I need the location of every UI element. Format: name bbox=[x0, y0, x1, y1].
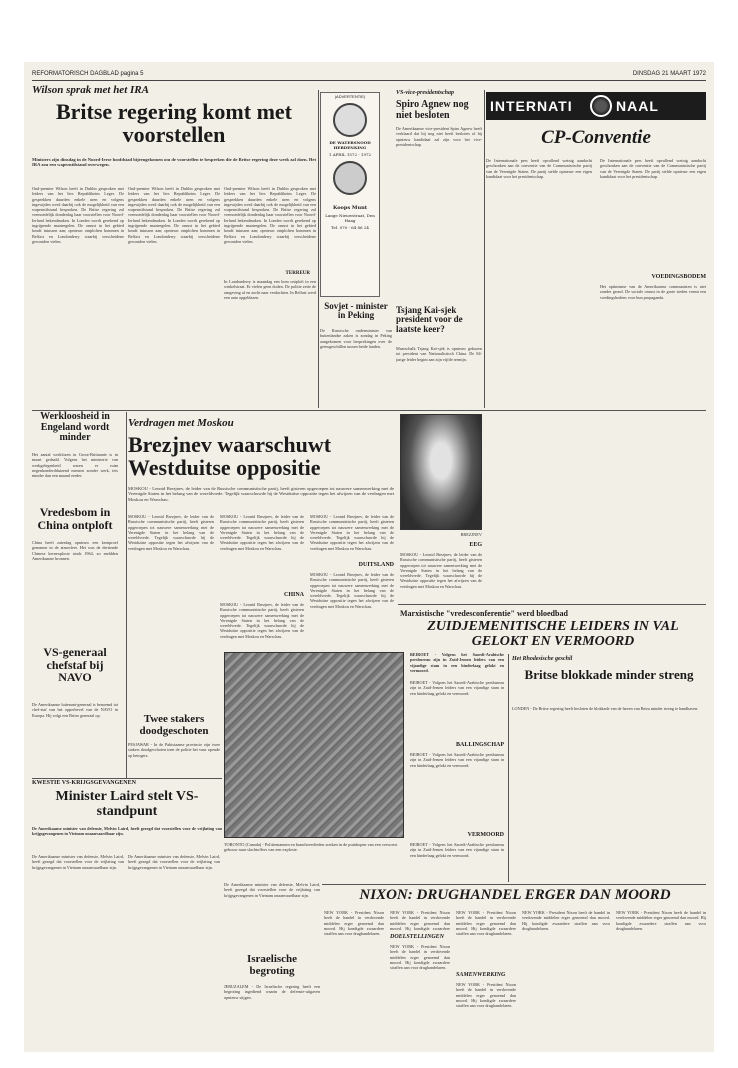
ira-sub-terreur: TERREUR bbox=[285, 271, 310, 276]
brezjnev-kicker: Verdragen met Moskou bbox=[128, 417, 234, 429]
stakers-headline: Twee stakers doodgeschoten bbox=[139, 713, 209, 737]
vredesbom-headline: Vredesbom in China ontploft bbox=[37, 505, 113, 532]
agnew-body: De Amerikaanse vice-president Spiro Agnew heeft verklaard dat hij nog niet heeft besloten of hij opnieuw kandidaat zal zijn voor het vice-presidentschap. bbox=[396, 126, 482, 147]
laird-lead: De Amerikaanse minister van defensie, Melvin Laird, heeft gezegd dat voorstellen voor de vrijlating van krijgsgevangenen in Vietnam onaanvaardbaar zijn. bbox=[32, 826, 222, 837]
brezjnev-body-col2: MOSKOU - Leonid Brezjnev, de leider van de Russische communistische partij, heeft gisteren opgeroepen tot nauwere samenwerking met de Verenigde Staten in het belang van de wereldvrede. Tegelijk waarschuwde hij de Westduitse oppositie tegen het afwijzen van de verdragen met Moskou en Warschau. bbox=[220, 514, 304, 551]
werkloosheid-body: Het aantal werklozen in Groot-Brittannie is in maart gedaald. Volgens het ministerie van werkgelegenheid waren er ruim negenhonderdduizend mensen zonder werk, iets minder dan een maand eerder. bbox=[32, 452, 118, 479]
laird-headline: Minister Laird stelt VS-standpunt bbox=[55, 789, 199, 819]
tsjang-body: Maarschalk Tsjang Kai-sjek is opnieuw gekozen tot president van Nationalistisch China. De 84-jarige leider begint aan zijn vijfde termijn. bbox=[396, 346, 482, 362]
nixon-sub-samenwerking: SAMENWERKING bbox=[456, 972, 506, 978]
advert-tag: (ADVERTENTIE) bbox=[334, 94, 366, 99]
brezjnev-body-col2b: MOSKOU - Leonid Brezjnev, de leider van de Russische communistische partij, heeft gisteren opgeroepen tot nauwere samenwerking met de Verenigde Staten in het belang van de wereldvrede. Tegelijk waarschuwde hij de Westduitse oppositie tegen het afwijzen van de verdragen met Moskou en Warschau. bbox=[220, 602, 304, 639]
laird-body-col2: De Amerikaanse minister van defensie, Melvin Laird, heeft gezegd dat voorstellen voor de vrijlating van krijgsgevangenen in Vietnam onaanvaardbaar zijn. bbox=[128, 854, 220, 870]
laird-kicker: KWESTIE VS-KRIJGSGEVANGENEN bbox=[32, 780, 136, 786]
brezjnev-sub-eeg: EEG bbox=[469, 542, 482, 548]
divider bbox=[484, 90, 485, 408]
divider bbox=[32, 778, 222, 779]
divider bbox=[508, 654, 509, 882]
sovjet-headline: Sovjet - minister in Peking bbox=[324, 301, 388, 321]
navo-headline: VS-generaal chefstaf bij NAVO bbox=[43, 645, 107, 685]
coin-image bbox=[333, 161, 367, 195]
brezjnev-lead: MOSKOU - Leonid Brezjnev, de leider van de Russische communistische partij, heeft gisteren opgeroepen tot nauwere samenwerking met de Verenigde Staten in het belang van de wereldvrede. Tegelijk waarschuwde hij de Westduitse oppositie tegen het afwijzen van de verdragen met Moskou en Warschau. bbox=[128, 486, 394, 502]
advert-company: Koops Munt bbox=[332, 205, 368, 211]
folio-date: DINSDAG 21 MAART 1972 bbox=[632, 71, 706, 77]
nixon-body-col4: NEW YORK - President Nixon heeft de handel in verdovende middelen erger genoemd dan moord. Hij kondigde zwaardere straffen aan voor drughandelaren. bbox=[522, 910, 610, 931]
cp-headline: CP-Conventie bbox=[541, 127, 651, 148]
ira-body-col3: Oud-premier Wilson heeft in Dublin gesproken met leiders van het Iers Republikeins Leger. De gesprekken duurden enkele uren en volgens ingewijden werd daarbij ook de mogelijkheid van een wapenstilstand besproken. De Britse regering zal vermoedelijk donderdag haar voorstellen voor Noord-Ierland bekendmaken. In Londen wordt gerekend op ingrijpende maatregelen. De onrust in het gebied houdt intussen aan; opnieuw ontploften bommen in Belfast en Londonderry waarbij verscheidene gewonden vielen. bbox=[224, 186, 316, 244]
coin-image bbox=[333, 103, 367, 137]
blokkade-headline: Britse blokkade minder streng bbox=[524, 667, 694, 682]
tsjang-headline: Tsjang Kai-sjek president voor de laatste keer? bbox=[396, 305, 463, 334]
marxistische-body-1: BEIROET - Volgens het Saoedi-Arabische persbureau zijn in Zuid-Jemen leiders van een vijandige stam in een hinderlaag gelokt en vermoord. bbox=[410, 680, 504, 696]
nixon-body-col1: NEW YORK - President Nixon heeft de handel in verdovende middelen erger genoemd dan moord. Hij kondigde zwaardere straffen aan voor drughandelaren. bbox=[324, 910, 384, 937]
divider bbox=[318, 90, 319, 408]
toronto-photo bbox=[224, 652, 404, 838]
marxistische-lead: BEIROET - Volgens het Saoedi-Arabische persbureau zijn in Zuid-Jemen leiders van een vijandige stam in een hinderlaag gelokt en vermoord. bbox=[410, 652, 504, 673]
blokkade-body: LONDEN - De Britse regering heeft besloten de blokkade van de haven van Beira minder streng te handhaven. bbox=[512, 706, 699, 711]
ira-terreur-body: In Londonderry is maandag een bom ontploft in een winkelstraat. Er vielen geen doden. De politie zette de omgeving af en zocht naar verdachten. In Belfast werd een auto opgeblazen. bbox=[224, 279, 316, 300]
nixon-body-col2: NEW YORK - President Nixon heeft de handel in verdovende middelen erger genoemd dan moord. Hij kondigde zwaardere bbox=[390, 910, 450, 931]
divider bbox=[126, 412, 127, 778]
cp-sub-body: Het optimisme van de Amerikaanse communisten is niet zonder grond. De sociale onrust in de grote steden vormt een voedingsbodem voor hun propaganda. bbox=[600, 284, 706, 300]
israel-body: JERUZALEM - De Israelische regering heeft een begroting ingediend waarin de defensie-uitgaven opnieuw stijgen. bbox=[224, 984, 320, 1000]
agnew-headline: Spiro Agnew nog niet besloten bbox=[396, 99, 469, 121]
brezjnev-headline: Brezjnev waarschuwt Westduitse oppositie bbox=[128, 432, 332, 481]
marxistische-body-2: BEIROET - Volgens het Saoedi-Arabische persbureau zijn in Zuid-Jemen leiders van een vijandige stam in een hinderlaag gelokt en vermoord. bbox=[410, 752, 504, 768]
blokkade-kicker: Het Rhodesische geschil bbox=[512, 656, 573, 662]
advert-years: 1 APRIL 1572 - 1972 bbox=[328, 152, 372, 157]
globe-icon bbox=[590, 95, 612, 117]
nixon-body-col3b: NEW YORK - President Nixon heeft de handel in verdovende middelen erger genoemd dan moord. Hij kondigde zwaardere straffen aan voor drughandelaren. bbox=[456, 982, 516, 1009]
werkloosheid-headline: Werkloosheid in Engeland wordt minder bbox=[40, 411, 110, 443]
ira-headline: Britse regering komt met voorstellen bbox=[55, 99, 293, 148]
cp-body-col2: De Internationale pers heeft opvallend weinig aandacht geschonken aan de conventie van de Communistische partij van de Verenigde Staten. De partij stelde opnieuw een eigen kandidaat voor het presidentschap. bbox=[600, 158, 706, 179]
nixon-sub-doelstellingen: DOELSTELLINGEN bbox=[390, 934, 445, 940]
brezjnev-body-col1: MOSKOU - Leonid Brezjnev, de leider van de Russische communistische partij, heeft gisteren opgeroepen tot nauwere samenwerking met de Verenigde Staten in het belang van de wereldvrede. Tegelijk waarschuwde hij de Westduitse oppositie tegen het afwijzen van de verdragen met Moskou en Warschau. bbox=[128, 514, 214, 551]
nixon-body-col2b: NEW YORK - President Nixon heeft de handel in verdovende middelen erger genoemd dan moord. Hij kondigde zwaardere straffen aan voor drughandelaren. bbox=[390, 944, 450, 971]
advertisement bbox=[320, 92, 380, 297]
toronto-photo-caption: TORONTO (Canada) - Politiemannen en brandweerlieden zoeken in de puinhopen van een verwoest gebouw naar slachtoffers van een explosie. bbox=[224, 842, 398, 853]
ira-kicker: Wilson sprak met het IRA bbox=[32, 84, 149, 96]
ira-body-col2: Oud-premier Wilson heeft in Dublin gesproken met leiders van het Iers Republikeins Leger. De gesprekken duurden enkele uren en volgens ingewijden werd daarbij ook de mogelijkheid van een wapenstilstand besproken. De Britse regering zal vermoedelijk donderdag haar voorstellen voor Noord-Ierland bekendmaken. In Londen wordt gerekend op ingrijpende maatregelen. De onrust in het gebied houdt intussen aan; opnieuw ontploften bommen in Belfast en Londonderry waarbij verscheidene gewonden vielen. bbox=[128, 186, 220, 244]
laird-body-col3: De Amerikaanse minister van defensie, Melvin Laird, heeft gezegd dat voorstellen voor de vrijlating van krijgsgevangenen in Vietnam onaanvaardbaar zijn. bbox=[224, 882, 320, 898]
sovjet-body: De Russische onderminister van buitenlandse zaken is zondag in Peking aangekomen voor besprekingen over de grensgeschillen tussen beide landen. bbox=[320, 328, 392, 349]
advert-coin-text: DE WATERSNOOD HERDENKING bbox=[329, 140, 371, 150]
divider bbox=[32, 410, 706, 411]
israel-headline: Israelische begroting bbox=[246, 953, 298, 977]
marxistische-body-3: BEIROET - Volgens het Saoedi-Arabische persbureau zijn in Zuid-Jemen leiders van een vijandige stam in een hinderlaag gelokt en vermoord. bbox=[410, 842, 504, 858]
brezjnev-body-col3: MOSKOU - Leonid Brezjnev, de leider van de Russische communistische partij, heeft gisteren opgeroepen tot nauwere samenwerking met de Verenigde Staten in het belang van de wereldvrede. Tegelijk waarschuwde hij de Westduitse oppositie tegen het afwijzen van de verdragen met Moskou en Warschau. bbox=[310, 514, 394, 551]
advert-phone: Tel. 070 - 64 86 24 bbox=[331, 225, 369, 230]
brezjnev-photo-caption: BREZJNEV bbox=[460, 532, 482, 537]
advert-address: Lange Nieuwstraat, Den Haag bbox=[325, 213, 375, 223]
stakers-body: PESJAWAR - In de Pakistaanse provincie zijn twee stakers doodgeschoten toen de politie het vuur opende op betogers. bbox=[128, 742, 220, 758]
cp-body-col1: De Internationale pers heeft opvallend weinig aandacht geschonken aan de conventie van de Communistische partij van de Verenigde Staten. De partij stelde opnieuw een eigen kandidaat voor het presidentschap. bbox=[486, 158, 592, 179]
newspaper-page bbox=[24, 62, 714, 1052]
brezjnev-body-col3b: MOSKOU - Leonid Brezjnev, de leider van de Russische communistische partij, heeft gisteren opgeroepen tot nauwere samenwerking met de Verenigde Staten in het belang van de wereldvrede. Tegelijk waarschuwde hij de Westduitse oppositie tegen het afwijzen van de verdragen met Moskou en Warschau. bbox=[310, 572, 394, 609]
navo-body: De Amerikaanse luitenant-generaal is benoemd tot chef-staf van het opperbevel van de NAVO in Europa. Hij volgt een Britse generaal op. bbox=[32, 702, 118, 718]
brezjnev-portrait bbox=[400, 414, 482, 530]
ira-lead: Ministers zijn dinsdag in de Noord-Ierse hoofdstad bijeengekomen om de voorstellen te bespreken die de Britse regering deze week zal doen. Het IRA zou een wapenstilstand overwegen. bbox=[32, 157, 316, 168]
marxistische-kicker: Marxistische "vredesconferentie" werd bloedbad bbox=[400, 609, 568, 618]
folio-left: REFORMATORISCH DAGBLAD pagina 5 bbox=[32, 71, 144, 77]
nixon-body-col5: NEW YORK - President Nixon heeft de handel in verdovende middelen erger genoemd dan moord. Hij kondigde zwaardere straffen aan voor drughandelaren. bbox=[616, 910, 706, 931]
internationaal-banner bbox=[486, 92, 706, 120]
brezjnev-body-col4: MOSKOU - Leonid Brezjnev, de leider van de Russische communistische partij, heeft gisteren opgeroepen tot nauwere samenwerking met de Verenigde Staten in het belang van de wereldvrede. Tegelijk waarschuwde hij de Westduitse oppositie tegen het afwijzen van de verdragen met Moskou en Warschau. bbox=[400, 552, 482, 589]
brezjnev-sub-duitsland: DUITSLAND bbox=[358, 562, 394, 568]
nixon-body-col3: NEW YORK - President Nixon heeft de handel in verdovende middelen erger genoemd dan moord. Hij kondigde zwaardere straffen aan voor drughandelaren. bbox=[456, 910, 516, 937]
banner-text-left: INTERNATI bbox=[490, 98, 573, 114]
marxistische-headline: ZUIDJEMENITISCHE LEIDERS IN VAL GELOKT EN VERMOORD bbox=[427, 619, 679, 649]
marxistische-sub-vermoord: VERMOORD bbox=[467, 832, 504, 838]
ira-body-col1: Oud-premier Wilson heeft in Dublin gesproken met leiders van het Iers Republikeins Leger. De gesprekken duurden enkele uren en volgens ingewijden werd daarbij ook de mogelijkheid van een wapenstilstand besproken. De Britse regering zal vermoedelijk donderdag haar voorstellen voor Noord-Ierland bekendmaken. In Londen wordt gerekend op ingrijpende maatregelen. De onrust in het gebied houdt intussen aan; opnieuw ontploften bommen in Belfast en Londonderry waarbij verscheidene gewonden vielen. bbox=[32, 186, 124, 244]
divider bbox=[398, 604, 706, 605]
nixon-headline: NIXON: DRUGHANDEL ERGER DAN MOORD bbox=[359, 887, 671, 903]
laird-body-col1: De Amerikaanse minister van defensie, Melvin Laird, heeft gezegd dat voorstellen voor de vrijlating van krijgsgevangenen in Vietnam onaanvaardbaar zijn. bbox=[32, 854, 124, 870]
marxistische-sub-ballingschap: BALLINGSCHAP bbox=[455, 742, 504, 748]
vredesbom-body: China heeft zaterdag opnieuw een kernproef genomen in de atmosfeer. Het was de dertiende Chinese kernexplosie sinds 1964, zo meldden Amerikaanse bronnen. bbox=[32, 540, 118, 561]
cp-sub-voedingsbodem: VOEDINGSBODEM bbox=[651, 274, 706, 280]
agnew-kicker: VS-vice-presidentschap bbox=[396, 90, 454, 96]
brezjnev-sub-china: CHINA bbox=[283, 592, 304, 598]
divider bbox=[322, 884, 706, 885]
banner-text-right: NAAL bbox=[616, 98, 659, 114]
page-folio bbox=[32, 69, 706, 81]
